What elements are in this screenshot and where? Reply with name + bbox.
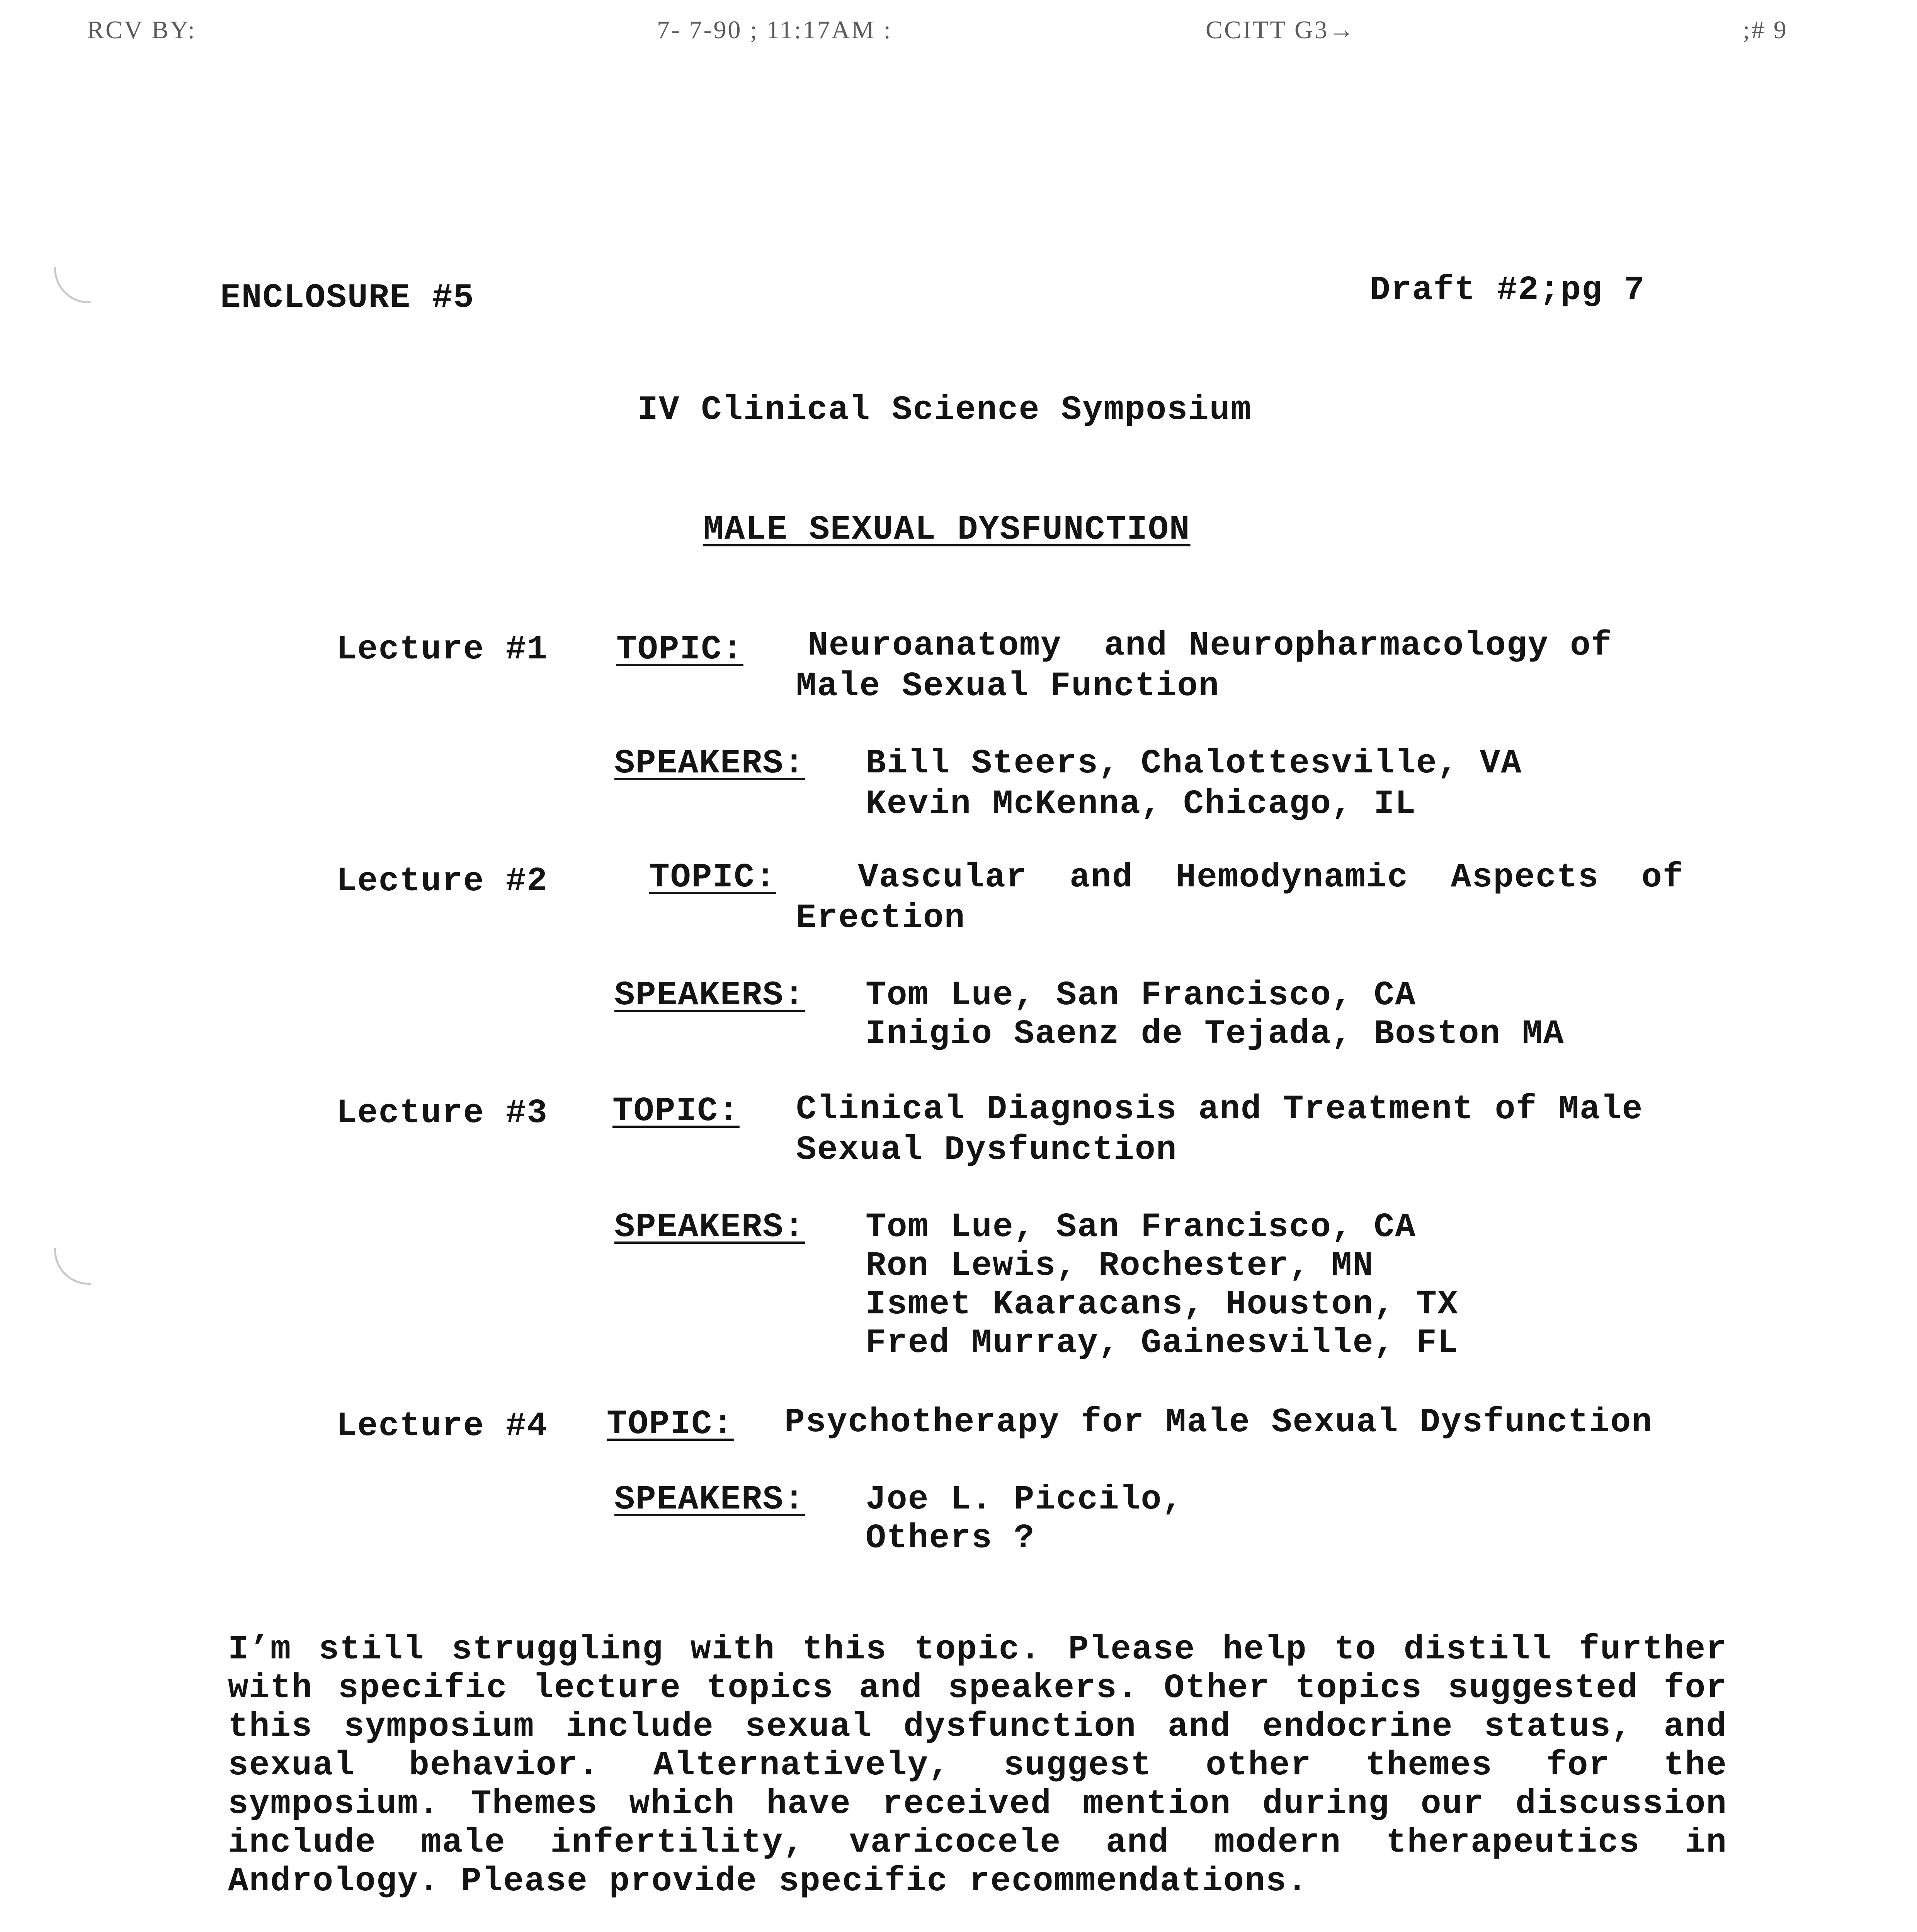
fax-page-number: ;# 9 xyxy=(1743,16,1788,44)
topic-label: TOPIC: xyxy=(649,859,776,897)
topic-label: TOPIC: xyxy=(607,1405,734,1444)
lecture-topic-line: Psychotherapy for Male Sexual Dysfunction xyxy=(784,1403,1653,1442)
draft-label: Draft #2;pg 7 xyxy=(1370,271,1645,310)
punch-hole-mark xyxy=(54,267,91,303)
speaker-entry: Ron Lewis, Rochester, MN xyxy=(866,1247,1374,1285)
speaker-entry: Inigio Saenz de Tejada, Boston MA xyxy=(866,1015,1565,1053)
lecture-topic-line: Clinical Diagnosis and Treatment of Male xyxy=(796,1090,1643,1129)
fax-timestamp: 7- 7-90 ; 11:17AM : xyxy=(657,16,892,44)
lecture-topic-line: Erection xyxy=(796,899,966,937)
speaker-entry: Tom Lue, San Francisco, CA xyxy=(866,1208,1417,1247)
enclosure-label: ENCLOSURE #5 xyxy=(220,279,475,317)
punch-hole-mark xyxy=(54,1248,91,1285)
speaker-entry: Bill Steers, Chalottesville, VA xyxy=(866,745,1522,783)
speaker-entry: Fred Murray, Gainesville, FL xyxy=(866,1324,1459,1362)
speaker-entry: Others ? xyxy=(866,1519,1035,1558)
speaker-entry: Ismet Kaaracans, Houston, TX xyxy=(866,1286,1459,1324)
lecture-topic-line: Vascular and Hemodynamic Aspects of xyxy=(858,859,1684,897)
lecture-topic-line: Male Sexual Function xyxy=(796,667,1220,706)
speakers-label: SPEAKERS: xyxy=(614,1481,805,1519)
speaker-entry: Tom Lue, San Francisco, CA xyxy=(866,976,1417,1015)
speaker-entry: Kevin McKenna, Chicago, IL xyxy=(866,785,1417,823)
lecture-label: Lecture #4 xyxy=(336,1407,548,1446)
lecture-label: Lecture #3 xyxy=(336,1094,548,1133)
fax-received-by: RCV BY: xyxy=(87,16,196,44)
topic-label: TOPIC: xyxy=(616,631,743,669)
speakers-label: SPEAKERS: xyxy=(614,1208,805,1247)
speaker-entry: Joe L. Piccilo, xyxy=(866,1481,1184,1519)
body-paragraph: I’m still struggling with this topic. Please help to distill further with specific lecture topics and speakers. Other topics suggested for this symposium include sexual dysfunction and endocrine status, and sexual behavior. Alternatively, suggest other themes for the symposium. Themes which have received mention during our discussion include male infertility, varicocele and modern therapeutics in Andrology. Please provide specific recommendations. xyxy=(228,1631,1727,1901)
lecture-topic-line: Sexual Dysfunction xyxy=(796,1131,1177,1169)
symposium-theme: MALE SEXUAL DYSFUNCTION xyxy=(703,511,1191,549)
speakers-label: SPEAKERS: xyxy=(614,745,805,783)
lecture-topic-line: Neuroanatomy and Neuropharmacology of xyxy=(808,627,1613,665)
lecture-label: Lecture #2 xyxy=(336,862,548,901)
speakers-label: SPEAKERS: xyxy=(614,976,805,1015)
symposium-title: IV Clinical Science Symposium xyxy=(638,391,1252,429)
fax-destination: CCITT G3→ xyxy=(1206,16,1356,44)
lecture-label: Lecture #1 xyxy=(336,631,548,669)
fax-header xyxy=(0,15,1917,62)
topic-label: TOPIC: xyxy=(612,1092,740,1131)
